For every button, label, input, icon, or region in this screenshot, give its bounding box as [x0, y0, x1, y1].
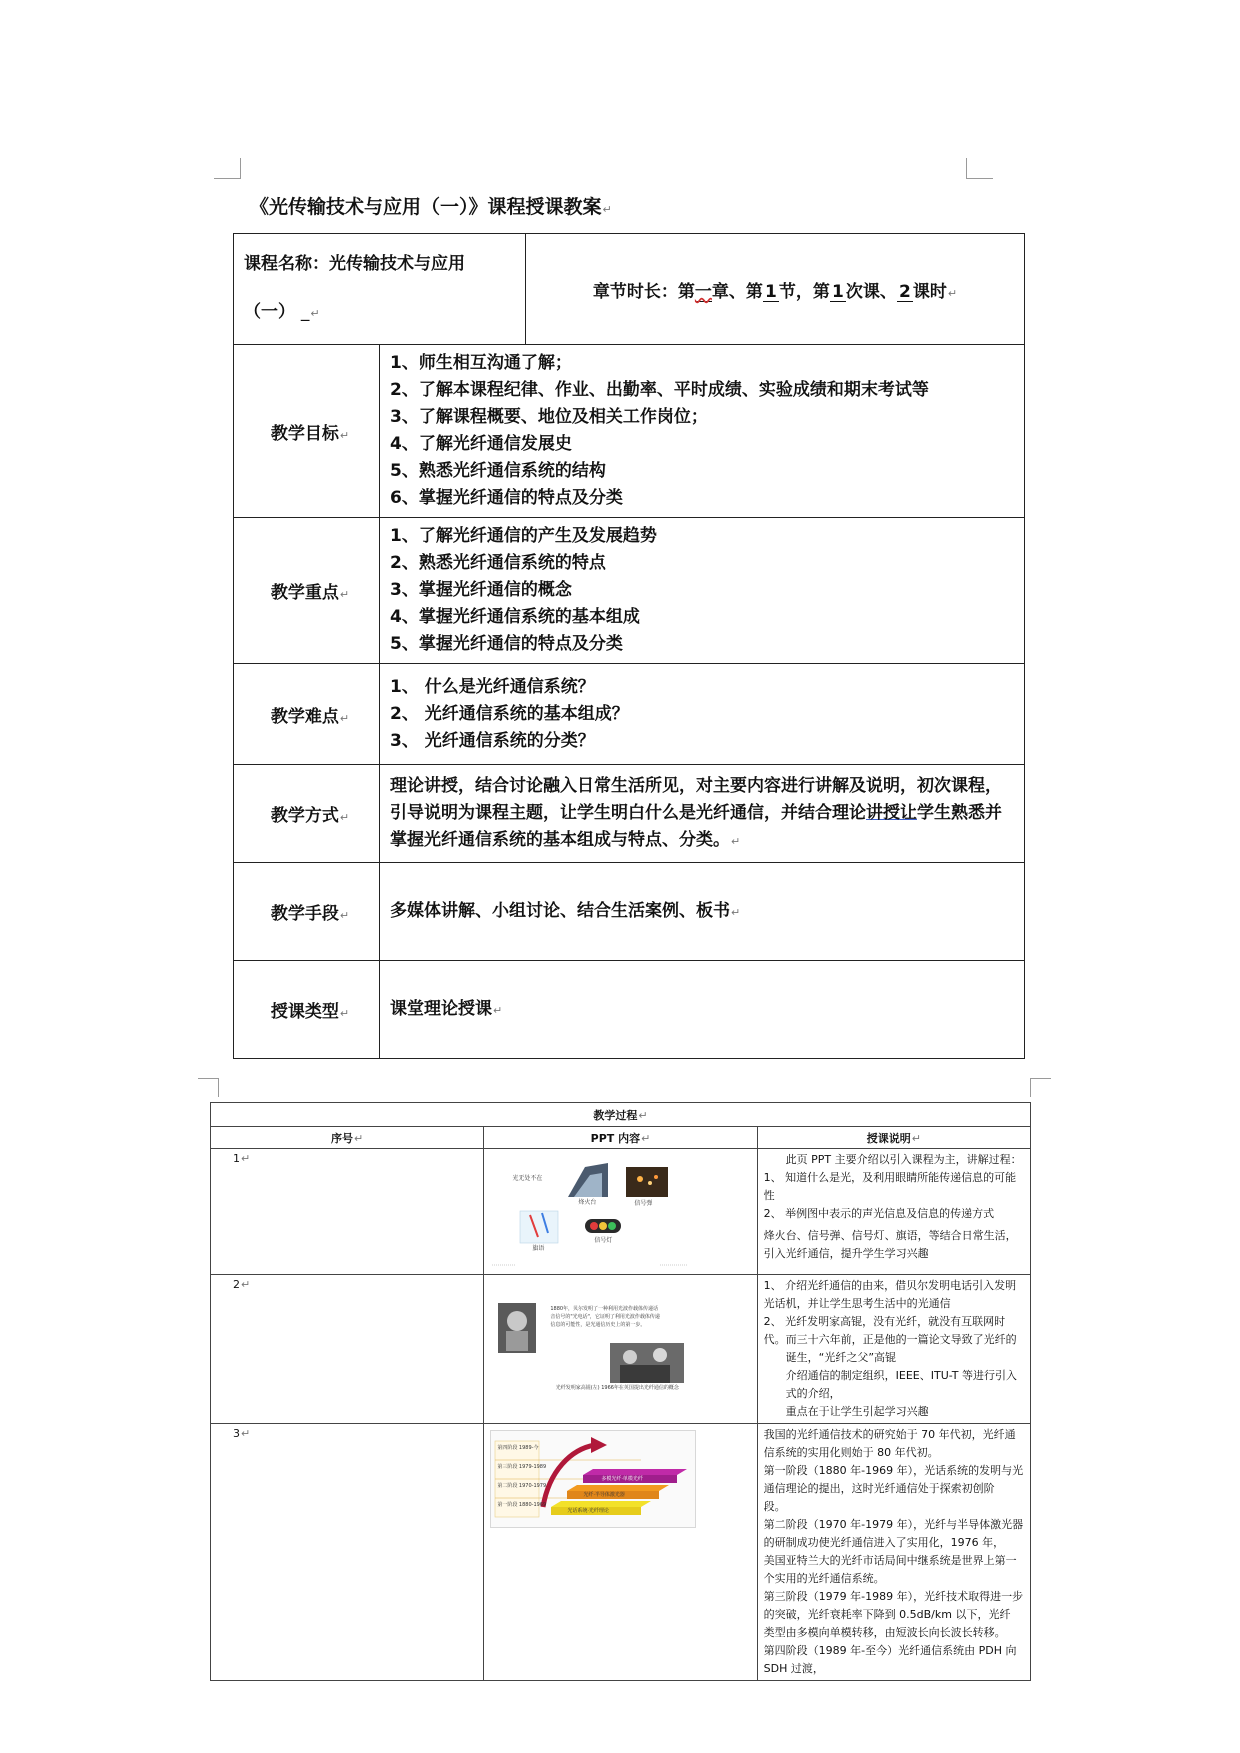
row-label: 教学目标↵ [234, 345, 380, 518]
slide-light-signals: 光无处不在 烽火台 信号弹 旗语 信号灯 [490, 1153, 690, 1271]
objectives-content: 1、师生相互沟通了解； 2、了解本课程纪律、作业、出勤率、平时成绩、实验成绩和期末考试等 3、了解课程概要、地位及相关工作岗位； 4、了解光纤通信发展史 5、熟悉光纤通信系统的结构 6、掌握光纤通信的特点及分类 [380, 345, 1025, 518]
lesson-plan-table [233, 233, 1025, 1059]
lesson-number: 1 [830, 283, 846, 302]
row-description: 1、 介绍光纤通信的由来，借贝尔发明电话引入发明光话机，并让学生思考生活中的光通信 2、 光纤发明家高锟，没有光纤，就没有互联网时代。而三十六年前，正是他的一篇论文导致了光纤的 诞生，“光纤之父”高锟 介绍通信的制定组织，IEEE、ITU-T 等进行引入式的介绍， 重点在于让学生引起学习兴趣 [757, 1275, 1030, 1424]
row-description: 此页 PPT 主要介绍以引入课程为主，讲解过程： 1、 知道什么是光，及利用眼睛所能传递信息的可能性 2、 举例图中表示的声光信息及信息的传递方式 烽火台、信号弹、信号灯、旗语，等结合日常生活，引入光纤通信，提升学生学习兴趣 [757, 1149, 1030, 1275]
process-row [211, 1149, 1031, 1275]
col-header-ppt: PPT 内容↵ [484, 1127, 757, 1149]
course-name-cell: 课程名称：光传输技术与应用 （一） _↵ [234, 234, 526, 345]
process-row [211, 1424, 1031, 1681]
teaching-means-row [234, 863, 1025, 961]
key-points-row [234, 518, 1025, 664]
objectives-row [234, 345, 1025, 518]
teaching-means-content: 多媒体讲解、小组讨论、结合生活案例、板书↵ [380, 863, 1025, 961]
teaching-method-content: 理论讲授，结合讨论融入日常生活所见，对主要内容进行讲解及说明，初次课程，引导说明为课程主题，让学生明白什么是光纤通信，并结合理论讲授让学生熟悉并掌握光纤通信系统的基本组成与特点、分类。↵ [380, 765, 1025, 863]
key-points-content: 1、了解光纤通信的产生及发展趋势 2、熟悉光纤通信系统的特点 3、掌握光纤通信的概念 4、掌握光纤通信系统的基本组成 5、掌握光纤通信的特点及分类 [380, 518, 1025, 664]
ppt-thumbnail [484, 1275, 757, 1424]
ppt-thumbnail [484, 1424, 757, 1681]
hours-number: 2 [897, 283, 913, 302]
process-title: 教学过程↵ [211, 1103, 1031, 1127]
page-corner-mark [966, 158, 993, 179]
difficulties-row [234, 664, 1025, 765]
document-title: 《光传输技术与应用（一）》课程授课教案↵ [250, 196, 612, 218]
signal-illustrations [490, 1153, 690, 1271]
page-corner-mark [1030, 1078, 1051, 1097]
row-number: 3↵ [211, 1424, 484, 1681]
row-description: 我国的光纤通信技术的研究始于 70 年代初，光纤通信系统的实用化则始于 80 年代初。 第一阶段（1880 年-1969 年），光话系统的发明与光通信理论的提出，这时光纤通信处于探索初创阶 段。 第二阶段（1970 年-1979 年），光纤与半导体激光器的研制成功使光纤通信进入了实用化，1976 年， 美国亚特兰大的光纤市话局间中继系统是世界上第一个实用的光纤通信系统。 第三阶段（1979 年-1989 年），光纤技术取得进一步的突破，光纤衰耗率下降到 0.5dB/km 以下，光纤 类型由多模向单模转移，由短波长向长波长转移。 第四阶段（1989 年-至今）光纤通信系统由 PDH 向 SDH 过渡， [757, 1424, 1030, 1681]
header-row [234, 234, 1025, 345]
page-corner-mark [198, 1078, 219, 1097]
row-label: 授课类型↵ [234, 961, 380, 1059]
slide-history-inventors: 1880年，贝尔发明了一种利用光波作载体传递话音信号的"光电话"，它证明了利用光波作载体传递信息的可能性，是光通信历史上的第一步。 光纤发明家高锟(左) 1966年在英国提出光纤通信的概念 [490, 1279, 690, 1399]
row-label: 教学手段↵ [234, 863, 380, 961]
row-label: 教学方式↵ [234, 765, 380, 863]
col-header-description: 授课说明↵ [757, 1127, 1030, 1149]
process-title-row [211, 1103, 1031, 1127]
slide-development-stages: 第四阶段 1989-今 第三阶段 1979-1989 第二阶段 1970-1979 第一阶段 1880-1969 多模光纤·单模光纤 光纤·半导体激光器 光话系统·光纤理论 [490, 1430, 696, 1528]
ppt-thumbnail [484, 1149, 757, 1275]
process-header-row [211, 1127, 1031, 1149]
chapter-duration-cell: 章节时长：第一章、第 1 节，第 1 次课、 2 课时↵ [526, 234, 1025, 345]
chapter-number: 一 [694, 281, 712, 302]
teaching-process-table [210, 1102, 1031, 1681]
col-header-number: 序号↵ [211, 1127, 484, 1149]
inventor-photos [490, 1279, 690, 1399]
course-name-label: 课程名称：光传输技术与应用 [244, 254, 465, 274]
row-label: 教学难点↵ [234, 664, 380, 765]
lesson-type-content: 课堂理论授课↵ [380, 961, 1025, 1059]
process-row [211, 1275, 1031, 1424]
difficulties-content: 1、 什么是光纤通信系统？ 2、 光纤通信系统的基本组成？ 3、 光纤通信系统的分类？ [380, 664, 1025, 765]
page-corner-mark [214, 158, 241, 179]
row-number: 2↵ [211, 1275, 484, 1424]
row-number: 1↵ [211, 1149, 484, 1275]
section-number: 1 [763, 283, 779, 302]
row-label: 教学重点↵ [234, 518, 380, 664]
lesson-type-row [234, 961, 1025, 1059]
teaching-method-row [234, 765, 1025, 863]
